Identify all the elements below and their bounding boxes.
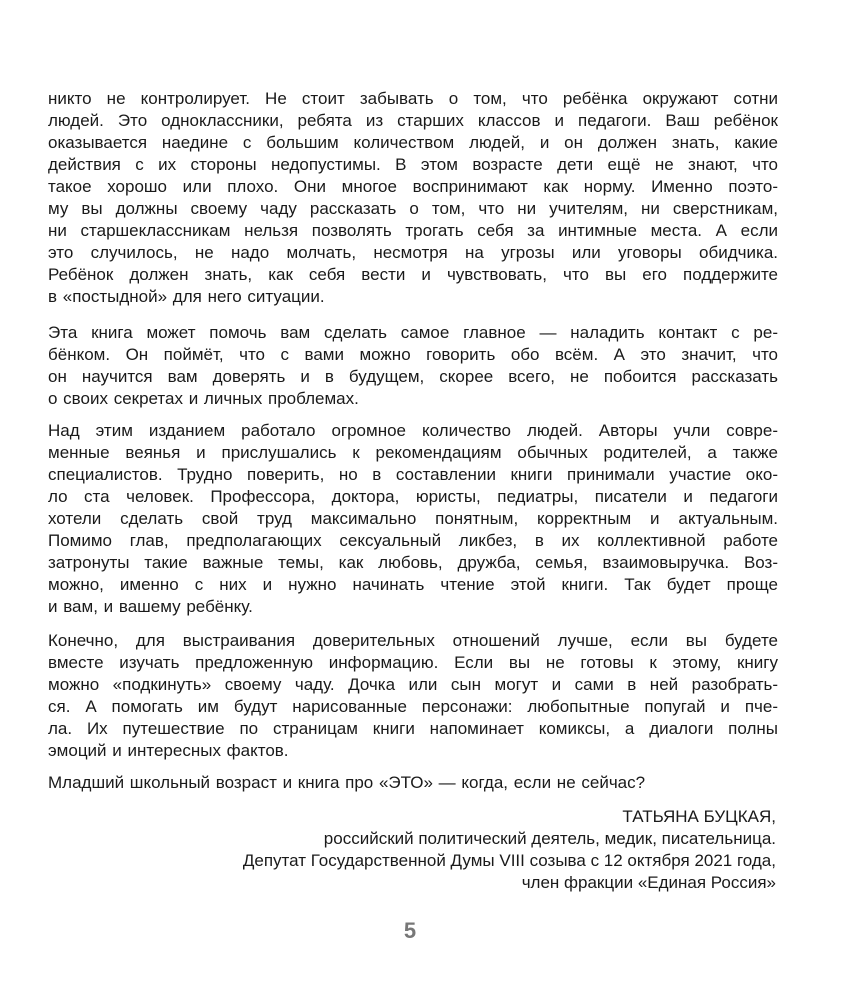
text-line: можно, именно с них и нужно начинать чтение этой книги. Так будет проще (48, 575, 778, 594)
text-line: он научится вам доверять и в будущем, скорее всего, не побоится рассказать (48, 367, 778, 386)
text-line: ла. Их путешествие по страницам книги напоминает комиксы, а диалоги полны (48, 719, 778, 738)
text-line: действия с их стороны недопустимы. В этом возрасте дети ещё не знают, что (48, 155, 778, 174)
text-line: это случилось, не надо молчать, несмотря на угрозы или уговоры обидчика. (48, 243, 778, 262)
text-line: никто не контролирует. Не стоит забывать о том, что ребёнка окружают сотни (48, 89, 778, 108)
text-line: Конечно, для выстраивания доверительных отношений лучше, если вы будете (48, 631, 778, 650)
text-line: такое хорошо или плохо. Они многое воспринимают как норму. Именно поэто- (48, 177, 778, 196)
text-line: можно «подкинуть» своему чаду. Дочка или сын могут и сами в ней разобрать- (48, 675, 778, 694)
paragraph (48, 772, 778, 794)
text-line: оказывается наедине с большим количеством людей, и он должен знать, какие (48, 133, 778, 152)
text-line: ся. А помогать им будут нарисованные персонажи: любопытные попугай и пче- (48, 697, 778, 716)
page-number: 5 (403, 918, 417, 943)
author-title: российский политический деятель, медик, писательница. (323, 829, 776, 848)
text-line: ло ста человек. Профессора, доктора, юристы, педиатры, писатели и педагоги (48, 487, 778, 506)
text-line: затронуты такие важные темы, как любовь, дружба, семья, взаимовыручка. Воз- (48, 553, 778, 572)
text-line: Над этим изданием работало огромное количество людей. Авторы учли совре- (48, 421, 778, 440)
text-line: бёнком. Он поймёт, что с вами можно говорить обо всём. А это значит, что (48, 345, 778, 364)
signature (243, 806, 776, 894)
author-position: Депутат Государственной Думы VIII созыва с 12 октября 2021 года, (242, 851, 776, 870)
paragraph (48, 88, 778, 308)
text-line: вместе изучать предложенную информацию. Если вы не готовы к этому, книгу (48, 653, 778, 672)
paragraph (48, 322, 778, 410)
text-line: Помимо глав, предполагающих сексуальный ликбез, в их коллективной работе (48, 531, 778, 550)
text-line: хотели сделать свой труд максимально понятным, корректным и актуальным. (48, 509, 778, 528)
text-line: о своих секретах и личных проблемах. (48, 389, 359, 408)
text-line: и вам, и вашему ребёнку. (48, 597, 253, 616)
text-line: ни старшеклассникам нельзя позволять трогать себя за интимные места. А если (48, 221, 778, 240)
text-line: му вы должны своему чаду рассказать о том, что ни учителям, ни сверстникам, (48, 199, 778, 218)
paragraph (48, 420, 778, 618)
paragraph (48, 630, 778, 762)
text-line: специалистов. Трудно поверить, но в составлении книги принимали участие око- (48, 465, 778, 484)
text-line: Эта книга может помочь вам сделать самое главное — наладить контакт с ре- (48, 323, 778, 342)
text-line: Младший школьный возраст и книга про «ЭТО» — когда, если не сейчас? (48, 773, 646, 792)
author-faction: член фракции «Единая Россия» (521, 873, 776, 892)
text-line: менные веянья и прислушались к рекомендациям обычных родителей, а также (48, 443, 778, 462)
text-line: Ребёнок должен знать, как себя вести и чувствовать, что вы его поддержите (48, 265, 778, 284)
author-name: ТАТЬЯНА БУЦКАЯ, (622, 807, 776, 826)
text-line: в «постыдной» для него ситуации. (48, 287, 325, 306)
text-line: людей. Это одноклассники, ребята из старших классов и педагоги. Ваш ребёнок (48, 111, 778, 130)
text-line: эмоций и интересных фактов. (48, 741, 289, 760)
